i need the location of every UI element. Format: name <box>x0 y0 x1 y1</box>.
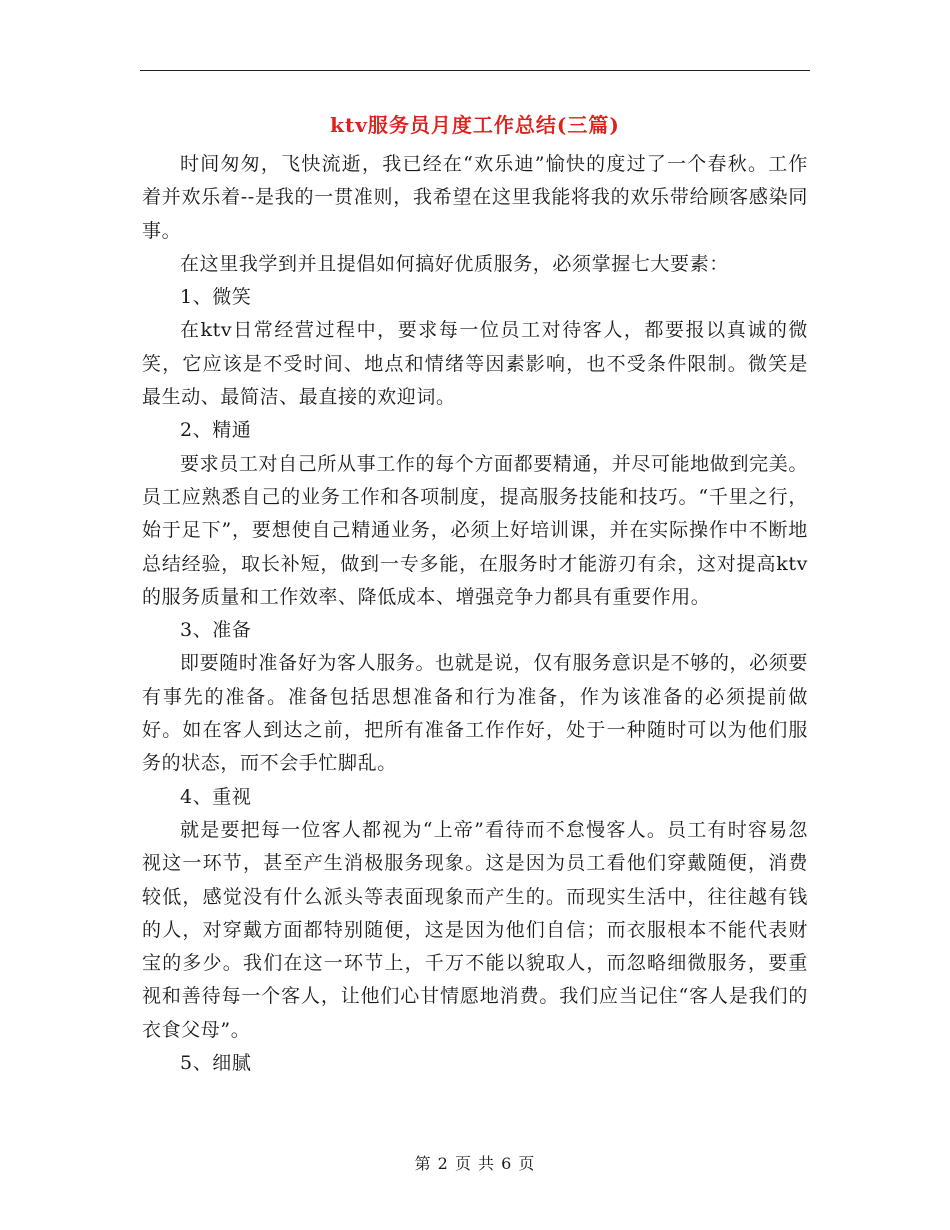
section-heading-smile: 1、微笑 <box>180 286 252 309</box>
paragraph-smile: 在ktv日常经营过程中，要求每一位员工对待客人，都要报以真诚的微笑，它应该是不受时间、地点和情绪等因素影响，也不受条件限制。微笑是最生动、最简洁、最直接的欢迎词。 <box>142 319 808 409</box>
document-title: ktv服务员月度工作总结(三篇) <box>330 113 620 137</box>
section-heading-preparation: 3、准备 <box>180 619 252 642</box>
header-rule <box>140 70 810 71</box>
page-number-footer: 第 2 页 共 6 页 <box>414 1154 536 1173</box>
paragraph-elements-intro: 在这里我学到并且提倡如何搞好优质服务，必须掌握七大要素： <box>180 252 729 275</box>
section-heading-meticulous: 5、细腻 <box>180 1052 252 1075</box>
section-heading-attention: 4、重视 <box>180 785 252 808</box>
paragraph-attention: 就是要把每一位客人都视为“上帝”看待而不怠慢客人。员工有时容易忽视这一环节，甚至产生消极服务现象。这是因为员工看他们穿戴随便，消费较低，感觉没有什么派头等表面现象而产生的。而现实生活中，往往越有钱的人，对穿戴方面都特别随便，这是因为他们自信；而衣服根本不能代表财宝的多少。我们在这一环节上，千万不能以貌取人，而忽略细微服务，要重视和善待每一个客人，让他们心甘情愿地消费。我们应当记住“客人是我们的衣食父母”。 <box>142 818 808 1041</box>
document-body <box>142 148 808 1080</box>
paragraph-intro: 时间匆匆，飞快流逝，我已经在“欢乐迪”愉快的度过了一个春秋。工作着并欢乐着--是我的一贯准则，我希望在这里我能将我的欢乐带给顾客感染同事。 <box>142 153 808 242</box>
paragraph-proficiency: 要求员工对自己所从事工作的每个方面都要精通，并尽可能地做到完美。员工应熟悉自己的业务工作和各项制度，提高服务技能和技巧。“千里之行，始于足下”，要想使自己精通业务，必须上好培训课，并在实际操作中不断地总结经验，取长补短，做到一专多能，在服务时才能游刃有余，这对提高ktv的服务质量和工作效率、降低成本、增强竞争力都具有重要作用。 <box>142 452 808 608</box>
section-heading-proficiency: 2、精通 <box>180 419 252 442</box>
paragraph-preparation: 即要随时准备好为客人服务。也就是说，仅有服务意识是不够的，必须要有事先的准备。准备包括思想准备和行为准备，作为该准备的必须提前做好。如在客人到达之前，把所有准备工作作好，处于一种随时可以为他们服务的状态，而不会手忙脚乱。 <box>142 652 808 775</box>
